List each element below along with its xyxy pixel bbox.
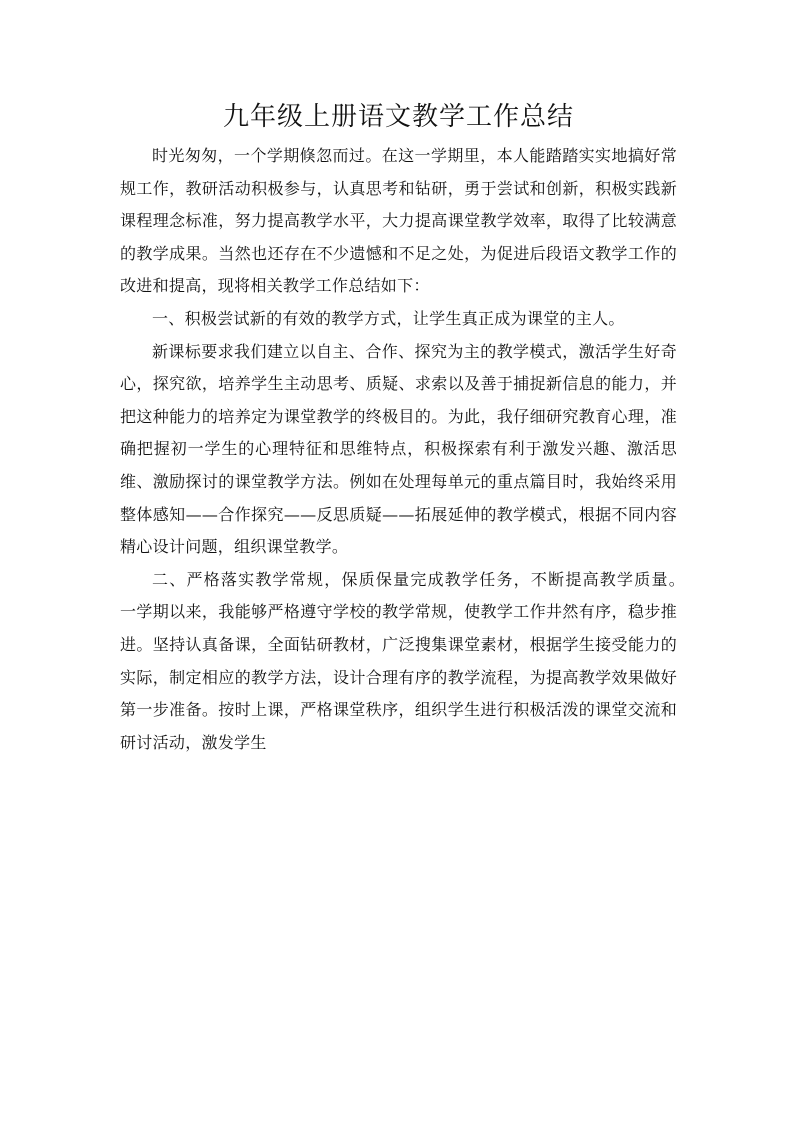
paragraph-section-1: 新课标要求我们建立以自主、合作、探究为主的教学模式，激活学生好奇心，探究欲，培养学生主动思考、质疑、求索以及善于捕捉新信息的能力，并把这种能力的培养定为课堂教学的终极目的。为此，我仔细研究教育心理，准确把握初一学生的心理特征和思维特点，积极探索有利于激发兴趣、激活思维、激励探讨的课堂教学方法。例如在处理每单元的重点篇目时，我始终采用整体感知——合作探究——反思质疑——拓展延伸的教学模式，根据不同内容精心设计问题，组织课堂教学。 (120, 341, 677, 557)
document-page (120, 96, 710, 759)
paragraph-intro: 时光匆匆，一个学期倏忽而过。在这一学期里，本人能踏踏实实地搞好常规工作，教研活动积极参与，认真思考和钻研，勇于尝试和创新，积极实践新课程理念标准，努力提高教学水平，大力提高课堂教学效率，取得了比较满意的教学成果。当然也还存在不少遗憾和不足之处，为促进后段语文教学工作的改进和提高，现将相关教学工作总结如下： (120, 146, 677, 296)
paragraph-section-2: 二、严格落实教学常规，保质保量完成教学任务，不断提高教学质量。 一学期以来，我能够严格遵守学校的教学常规，使教学工作井然有序，稳步推进。坚持认真备课，全面钻研教材，广泛搜集课堂素材，根据学生接受能力的实际，制定相应的教学方法，设计合理有序的教学流程，为提高教学效果做好第一步准备。按时上课，严格课堂秩序，组织学生进行积极活泼的课堂交流和研讨活动，激发学生 (120, 569, 710, 752)
document-title: 九年级上册语文教学工作总结 (222, 102, 574, 132)
paragraph-heading-1: 一、积极尝试新的有效的教学方式，让学生真正成为课堂的主人。 (152, 308, 625, 328)
